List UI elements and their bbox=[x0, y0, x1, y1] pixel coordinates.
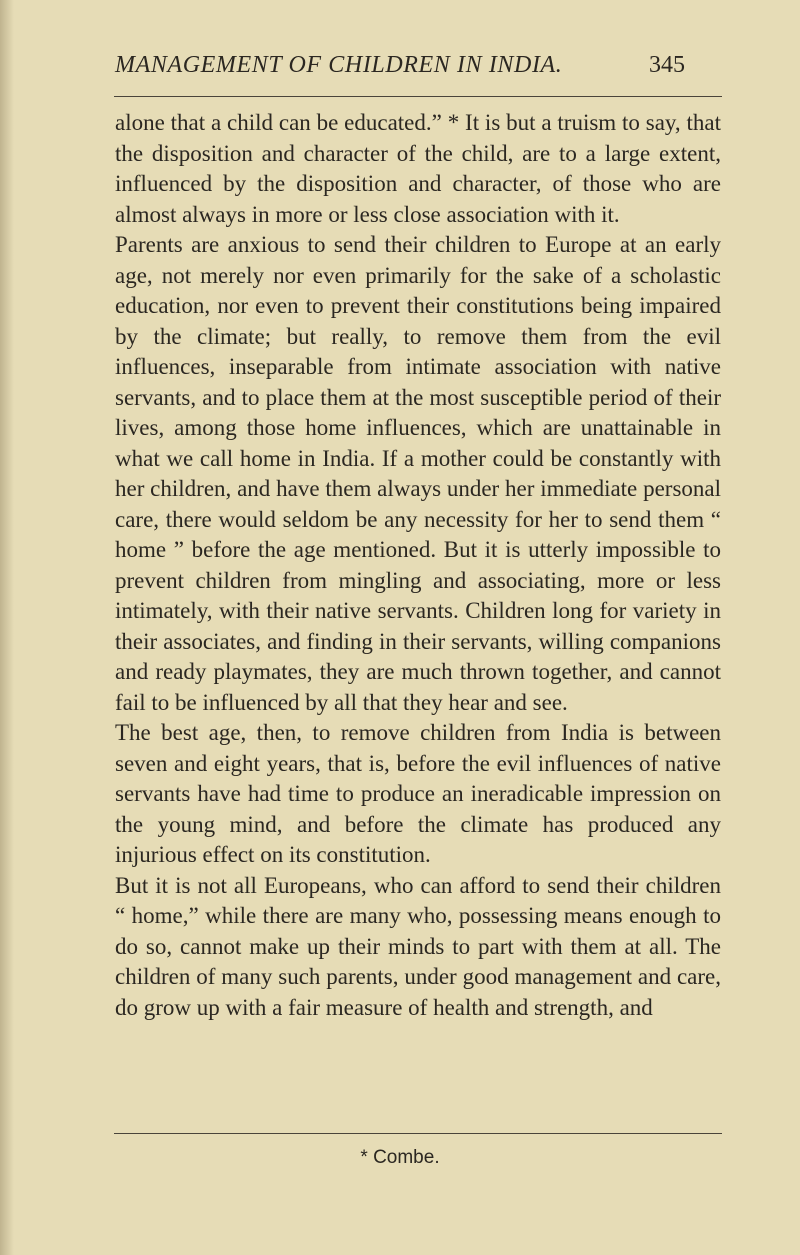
header-rule bbox=[114, 96, 722, 97]
paragraph: Parents are anxious to send their children to Europe at an early age, not merely nor even primarily for the sake of a scholastic education, nor even to prevent their constitutions being impaired by the climate; but really, to remove them from the evil influences, inseparable from intimate association with native servants, and to place them at the most susceptible period of their lives, among those home influences, which are unattainable in what we call home in India. If a mother could be constantly with her children, and have them always under her immediate personal care, there would seldom be any necessity for her to send them “ home ” before the age mentioned. But it is utterly impossible to prevent children from mingling and associating, more or less intimately, with their native servants. Children long for variety in their associates, and finding in their servants, willing companions and ready playmates, they are much thrown together, and cannot fail to be influenced by all that they hear and see. bbox=[115, 232, 721, 715]
footnote: * Combe. bbox=[360, 1147, 440, 1168]
paragraph: But it is not all Europeans, who can afford to send their children “ home,” while there are many who, possessing means enough to do so, cannot make up their minds to part with them at all. The children of many such parents, under good management and care, do grow up with a fair measure of health and strength, and bbox=[115, 872, 721, 1020]
footnote-rule bbox=[114, 1133, 722, 1134]
running-title: MANAGEMENT OF CHILDREN IN INDIA. bbox=[115, 52, 563, 78]
paragraph: alone that a child can be educated.” * It is but a truism to say, that the disposition and character of the child, are to a large extent, influenced by the disposition and character, of those who are almost always in more or less close association with it. bbox=[115, 110, 721, 227]
page-edge-shadow bbox=[0, 0, 14, 1255]
page-header bbox=[115, 52, 685, 88]
body-text bbox=[115, 108, 721, 1023]
paragraph: The best age, then, to remove children from India is between seven and eight years, that is, before the evil influences of native servants have had time to produce an ineradicable impression on the young mind, and before the climate has produced any injurious effect on its constitution. bbox=[115, 720, 721, 867]
page-number: 345 bbox=[649, 52, 685, 78]
